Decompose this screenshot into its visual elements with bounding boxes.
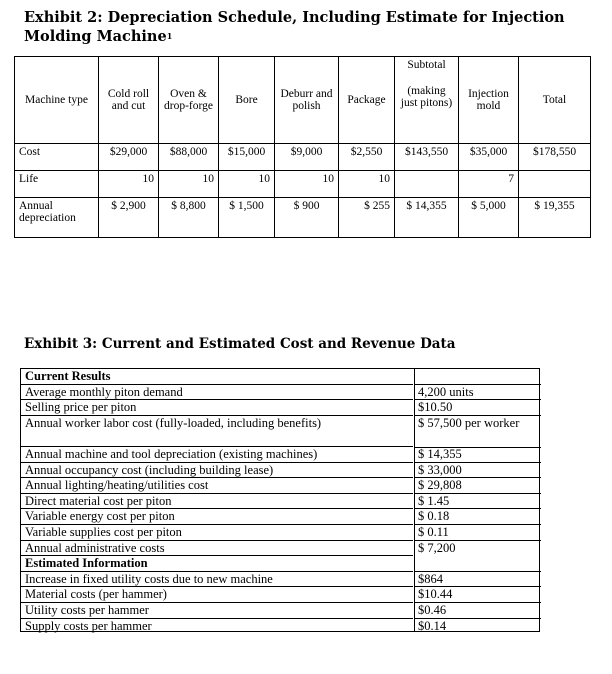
row-label: Cost [15, 144, 99, 171]
row-label: Selling price per piton [21, 400, 413, 416]
cost-revenue-table [20, 368, 540, 632]
value-cell: $0.46 [415, 603, 541, 619]
cell: $ 5,000 [459, 198, 519, 238]
cell: $ 900 [275, 198, 339, 238]
col-total: Total [519, 57, 591, 144]
value-cell: $ 0.18 [415, 509, 541, 525]
value-cell: $ 29,808 [415, 478, 541, 494]
row-label: Annual depreciation [15, 198, 99, 238]
cell: $15,000 [219, 144, 275, 171]
cell: 10 [159, 171, 219, 198]
cell: $88,000 [159, 144, 219, 171]
cell: $ 14,355 [395, 198, 459, 238]
cell: $29,000 [99, 144, 159, 171]
section-heading: Current Results [21, 369, 413, 385]
cell: $9,000 [275, 144, 339, 171]
spacer [21, 431, 413, 447]
row-label: Variable supplies cost per piton [21, 525, 413, 541]
row-label: Supply costs per hammer [25, 618, 152, 633]
cell: $2,550 [339, 144, 395, 171]
depreciation-table [14, 56, 591, 238]
cell: 10 [275, 171, 339, 198]
value-cell: $ 33,000 [415, 463, 541, 479]
row-label: Annual machine and tool depreciation (existing machines) [21, 447, 413, 463]
cell: $ 2,900 [99, 198, 159, 238]
value-cell: $ 57,500 per worker [415, 416, 541, 448]
value-cell: $10.44 [415, 587, 541, 603]
value-cell: $ 14,355 [415, 447, 541, 463]
row-label: Increase in fixed utility costs due to new machine [21, 572, 413, 588]
table-row [15, 171, 591, 198]
col-cold-roll: Cold roll and cut [99, 57, 159, 144]
value-cell: $ 0.11 [415, 525, 541, 541]
col-deburr: Deburr and polish [275, 57, 339, 144]
labels-column [21, 369, 413, 631]
cell: $ 1,500 [219, 198, 275, 238]
cell: $ 19,355 [519, 198, 591, 238]
value-cell: $10.50 [415, 400, 541, 416]
cell: $178,550 [519, 144, 591, 171]
value-cell: $ 1.45 [415, 494, 541, 510]
cell: 10 [219, 171, 275, 198]
value-cell: $0.14 [418, 618, 447, 633]
subtotal-note: (making just pitons) [400, 85, 453, 109]
row-label: Annual administrative costs [21, 541, 413, 557]
col-injection: Injection mold [459, 57, 519, 144]
subtotal-label: Subtotal [407, 59, 446, 71]
cell: 10 [99, 171, 159, 198]
row-label: Variable energy cost per piton [21, 509, 413, 525]
table-row [15, 144, 591, 171]
cell: $ 255 [339, 198, 395, 238]
row-label: Annual occupancy cost (including building lease) [21, 463, 413, 479]
value-cell: $864 [415, 572, 541, 588]
col-subtotal [395, 57, 459, 144]
values-column [414, 369, 541, 631]
row-label: Average monthly piton demand [21, 385, 413, 401]
row-label: Annual worker labor cost (fully-loaded, including benefits) [25, 415, 322, 430]
header-row [15, 57, 591, 144]
col-oven: Oven & drop-forge [159, 57, 219, 144]
cell: $ 8,800 [159, 198, 219, 238]
cell: 7 [459, 171, 519, 198]
table-row [15, 198, 591, 238]
row-label: Material costs (per hammer) [21, 587, 413, 603]
value-cell: 4,200 units [415, 385, 541, 401]
row-label: Utility costs per hammer [21, 603, 413, 619]
row-label: Direct material cost per piton [21, 494, 413, 510]
col-bore: Bore [219, 57, 275, 144]
blank-cell [415, 369, 541, 385]
col-package: Package [339, 57, 395, 144]
cell: 10 [339, 171, 395, 198]
cell [395, 171, 459, 198]
value-cell: $ 7,200 [415, 541, 541, 572]
row-label: Annual lighting/heating/utilities cost [21, 478, 413, 494]
row-label: Life [15, 171, 99, 198]
section-heading: Estimated Information [21, 556, 413, 572]
cell: $143,550 [395, 144, 459, 171]
exhibit2-title: Exhibit 2: Depreciation Schedule, Including Estimate for Injection Molding Machine$^1$ [24, 9, 565, 45]
col-machine-type: Machine type [15, 57, 99, 144]
cell [519, 171, 591, 198]
cell: $35,000 [459, 144, 519, 171]
exhibit3-title: Exhibit 3: Current and Estimated Cost and Revenue Data [24, 336, 456, 352]
footnote-mark: 1 [166, 31, 173, 41]
